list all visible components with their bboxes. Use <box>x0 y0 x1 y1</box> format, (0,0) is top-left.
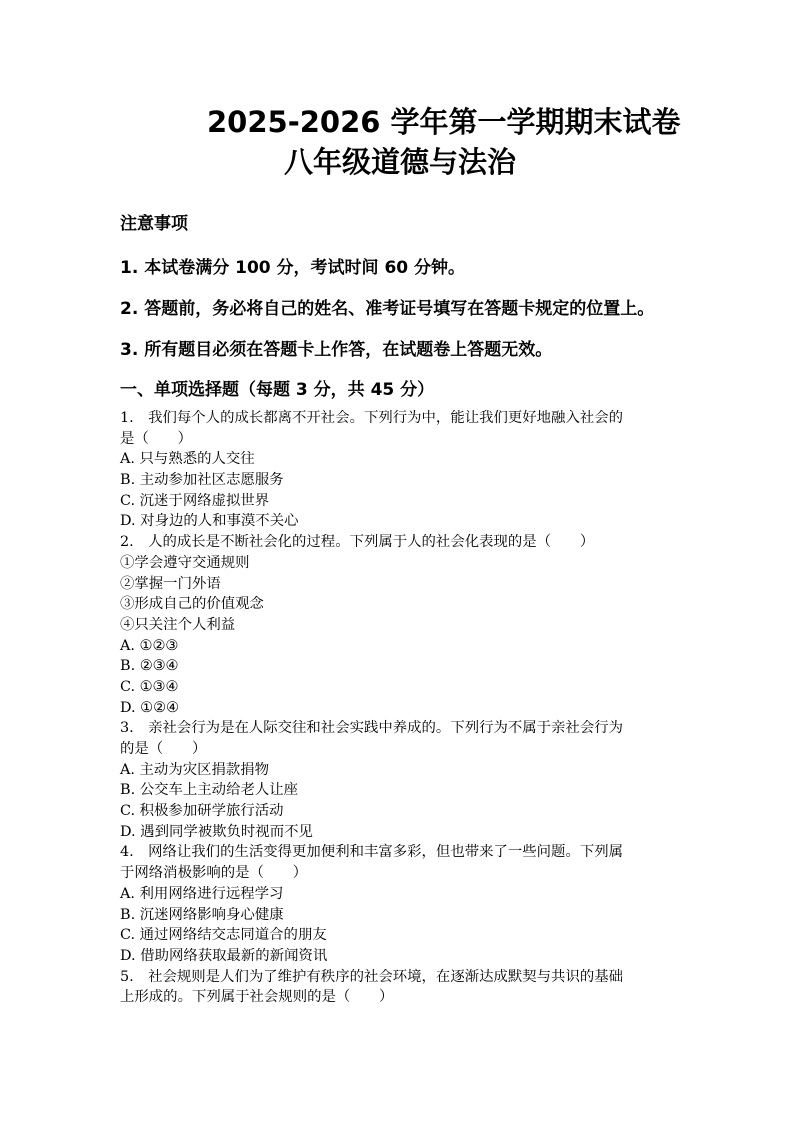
option-d: D. 借助网络获取最新的新闻资讯 <box>120 947 328 964</box>
statement-item: ④只关注个人利益 <box>120 616 236 633</box>
question-stem: 4. 网络让我们的生活变得更加便利和丰富多彩，但也带来了一些问题。下列属 <box>120 844 624 861</box>
question-stem: 的是（ ） <box>120 741 207 757</box>
question-stem: 上形成的。下列属于社会规则的是（ ） <box>120 989 394 1006</box>
option-c: C. 积极参加研学旅行活动 <box>120 803 284 820</box>
option-b: B. 主动参加社区志愿服务 <box>120 472 284 489</box>
option-c: C. 通过网络结交志同道合的朋友 <box>120 927 327 944</box>
option-c: C. 沉迷于网络虚拟世界 <box>120 492 270 509</box>
note-item: 3. 所有题目必须在答题卡上作答，在试题卷上答题无效。 <box>120 340 553 360</box>
question-stem: 是（ ） <box>120 430 192 447</box>
statement-item: ①学会遵守交通规则 <box>120 554 250 571</box>
question-list <box>120 408 676 1008</box>
question-stem: 于网络消极影响的是（ ） <box>120 865 308 882</box>
option-b: B. ②③④ <box>120 658 179 675</box>
question <box>120 532 676 718</box>
exam-subject: 八年级道德与法治 <box>284 145 517 179</box>
question-stem: 2. 人的成长是不断社会化的过程。下列属于人的社会化表现的是（ ） <box>120 534 595 551</box>
statement-item: ②掌握一门外语 <box>120 575 221 592</box>
option-a: A. 只与熟悉的人交往 <box>120 451 255 468</box>
option-b: B. 沉迷网络影响身心健康 <box>120 906 284 923</box>
option-b: B. 公交车上主动给老人让座 <box>120 782 299 799</box>
question-stem: 3. 亲社会行为是在人际交往和社会实践中养成的。下列行为不属于亲社会行为 <box>120 720 624 737</box>
option-a: A. ①②③ <box>120 637 179 654</box>
notes-heading: 注意事项 <box>120 214 188 234</box>
question-stem: 1. 我们每个人的成长都离不开社会。下列行为中，能让我们更好地融入社会的 <box>120 410 624 426</box>
option-a: A. 利用网络进行远程学习 <box>120 885 284 902</box>
option-d: D. 遇到同学被欺负时视而不见 <box>120 823 313 840</box>
option-a: A. 主动为灾区捐款捐物 <box>120 761 270 778</box>
option-d: D. ①②④ <box>120 699 179 716</box>
option-d: D. 对身边的人和事漠不关心 <box>120 513 299 530</box>
question <box>120 408 676 532</box>
note-item: 2. 答题前，务必将自己的姓名、准考证号填写在答题卡规定的位置上。 <box>120 299 655 319</box>
question-stem: 5. 社会规则是人们为了维护有秩序的社会环境，在逐渐达成默契与共识的基础 <box>120 968 624 985</box>
question <box>120 842 676 966</box>
question <box>120 718 676 842</box>
section-heading: 一、单项选择题（每题 3 分，共 45 分） <box>120 380 435 400</box>
note-item: 1. 本试卷满分 100 分，考试时间 60 分钟。 <box>120 258 466 278</box>
question <box>120 967 676 1008</box>
exam-title: 2025-2026 学年第一学期期末试卷 <box>207 105 681 139</box>
option-c: C. ①③④ <box>120 678 179 695</box>
statement-item: ③形成自己的价值观念 <box>120 596 264 613</box>
